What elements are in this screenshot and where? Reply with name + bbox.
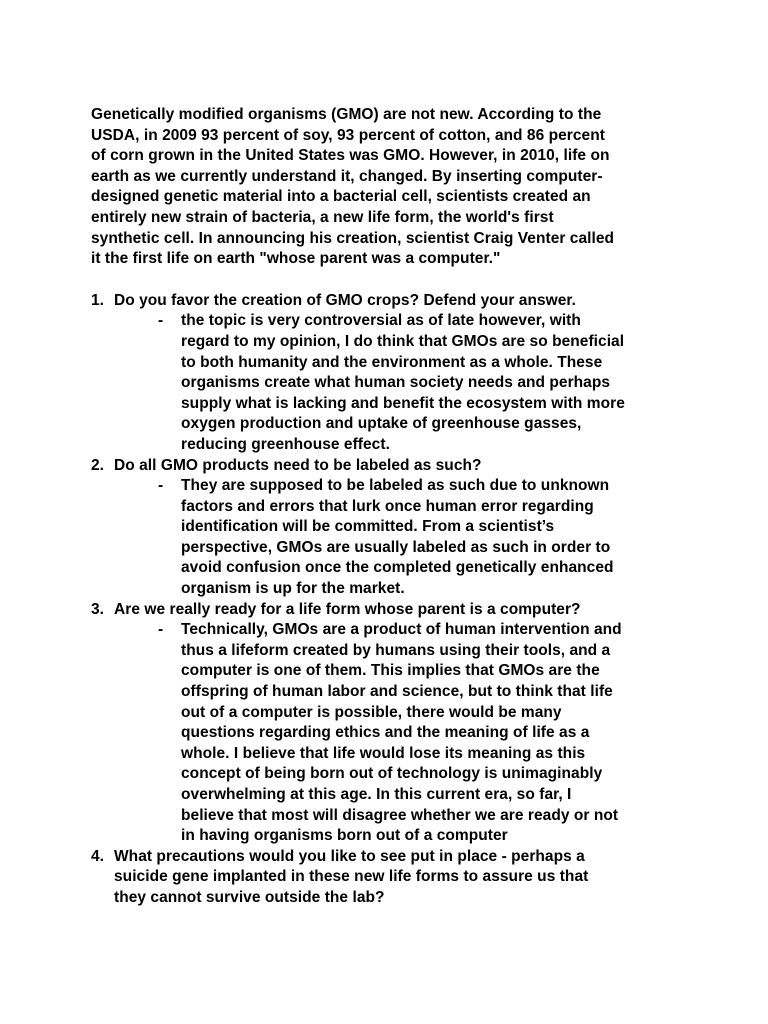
question-text: Do all GMO products need to be labeled as such? [114,456,482,474]
answer-line: reducing greenhouse effect. [181,435,390,453]
answer-line: to both humanity and the environment as a whole. These [181,353,603,371]
answer-3 [91,620,691,847]
question-3 [91,600,691,621]
answer-line: identification will be committed. From a scientist’s [181,518,555,536]
intro-line: of corn grown in the United States was GMO. However, in 2010, life on [91,147,610,165]
answer-line: Technically, GMOs are a product of human intervention and [181,621,622,639]
answer-line: overwhelming at this age. In this current era, so far, I [181,786,572,803]
intro-line: it the first life on earth "whose parent was a computer." [91,250,501,268]
answer-line: questions regarding ethics and the meaning of life as a [181,724,590,742]
intro-line: entirely new strain of bacteria, a new life form, the world's first [91,208,554,226]
answer-1 [91,311,691,455]
answer-line: in having organisms born out of a computer [181,827,508,845]
answer-line: organism is up for the market. [181,580,405,598]
answer-bullet: - [158,477,164,495]
question-text: Are we really ready for a life form whose parent is a computer? [114,600,581,618]
answer-line: the topic is very controversial as of late however, with [181,312,581,330]
answer-line: offspring of human labor and science, but to think that life [181,683,613,701]
intro-line: USDA, in 2009 93 percent of soy, 93 percent of cotton, and 86 percent [91,126,605,144]
question-1 [91,291,691,312]
question-4 [91,847,691,909]
answer-line: out of a computer is possible, there would be many [181,703,562,721]
question-text: Do you favor the creation of GMO crops? Defend your answer. [114,291,577,309]
answer-line: perspective, GMOs are usually labeled as such in order to [181,538,611,556]
intro-line: designed genetic material into a bacterial cell, scientists created an [91,188,591,206]
answer-line: regard to my opinion, I do think that GMOs are so beneficial [181,332,625,350]
intro-line: synthetic cell. In announcing his creation, scientist Craig Venter called [91,229,615,247]
answer-line: computer is one of them. This implies that GMOs are the [181,662,600,680]
answer-line: oxygen production and uptake of greenhouse gasses, [181,415,582,433]
question-number: 3. [91,600,105,618]
question-text: they cannot survive outside the lab? [114,888,385,906]
question-number: 1. [91,291,105,309]
intro-line: earth as we currently understand it, changed. By inserting computer- [91,167,603,185]
answer-bullet: - [158,312,164,330]
answer-line: factors and errors that lurk once human error regarding [181,497,594,515]
question-text: suicide gene implanted in these new life forms to assure us that [114,868,589,886]
answer-line: supply what is lacking and benefit the ecosystem with more [181,394,625,412]
intro-paragraph [91,105,691,270]
question-text: What precautions would you like to see put in place - perhaps a [114,847,585,865]
answer-line: whole. I believe that life would lose its meaning as this [181,744,586,762]
answer-line: They are supposed to be labeled as such due to unknown [181,477,610,495]
answer-line: believe that most will disagree whether we are ready or not [181,806,619,824]
question-number: 2. [91,456,105,474]
question-2 [91,456,691,477]
answer-line: organisms create what human society needs and perhaps [181,374,611,392]
question-number: 4. [91,847,105,865]
intro-line: Genetically modified organisms (GMO) are not new. According to the [91,106,602,123]
document-body [91,105,691,909]
answer-line: avoid confusion once the completed genetically enhanced [181,559,614,577]
answer-bullet: - [158,621,164,639]
answer-2 [91,476,691,600]
answer-line: thus a lifeform created by humans using their tools, and a [181,641,611,659]
answer-line: concept of being born out of technology is unimaginably [181,765,603,783]
